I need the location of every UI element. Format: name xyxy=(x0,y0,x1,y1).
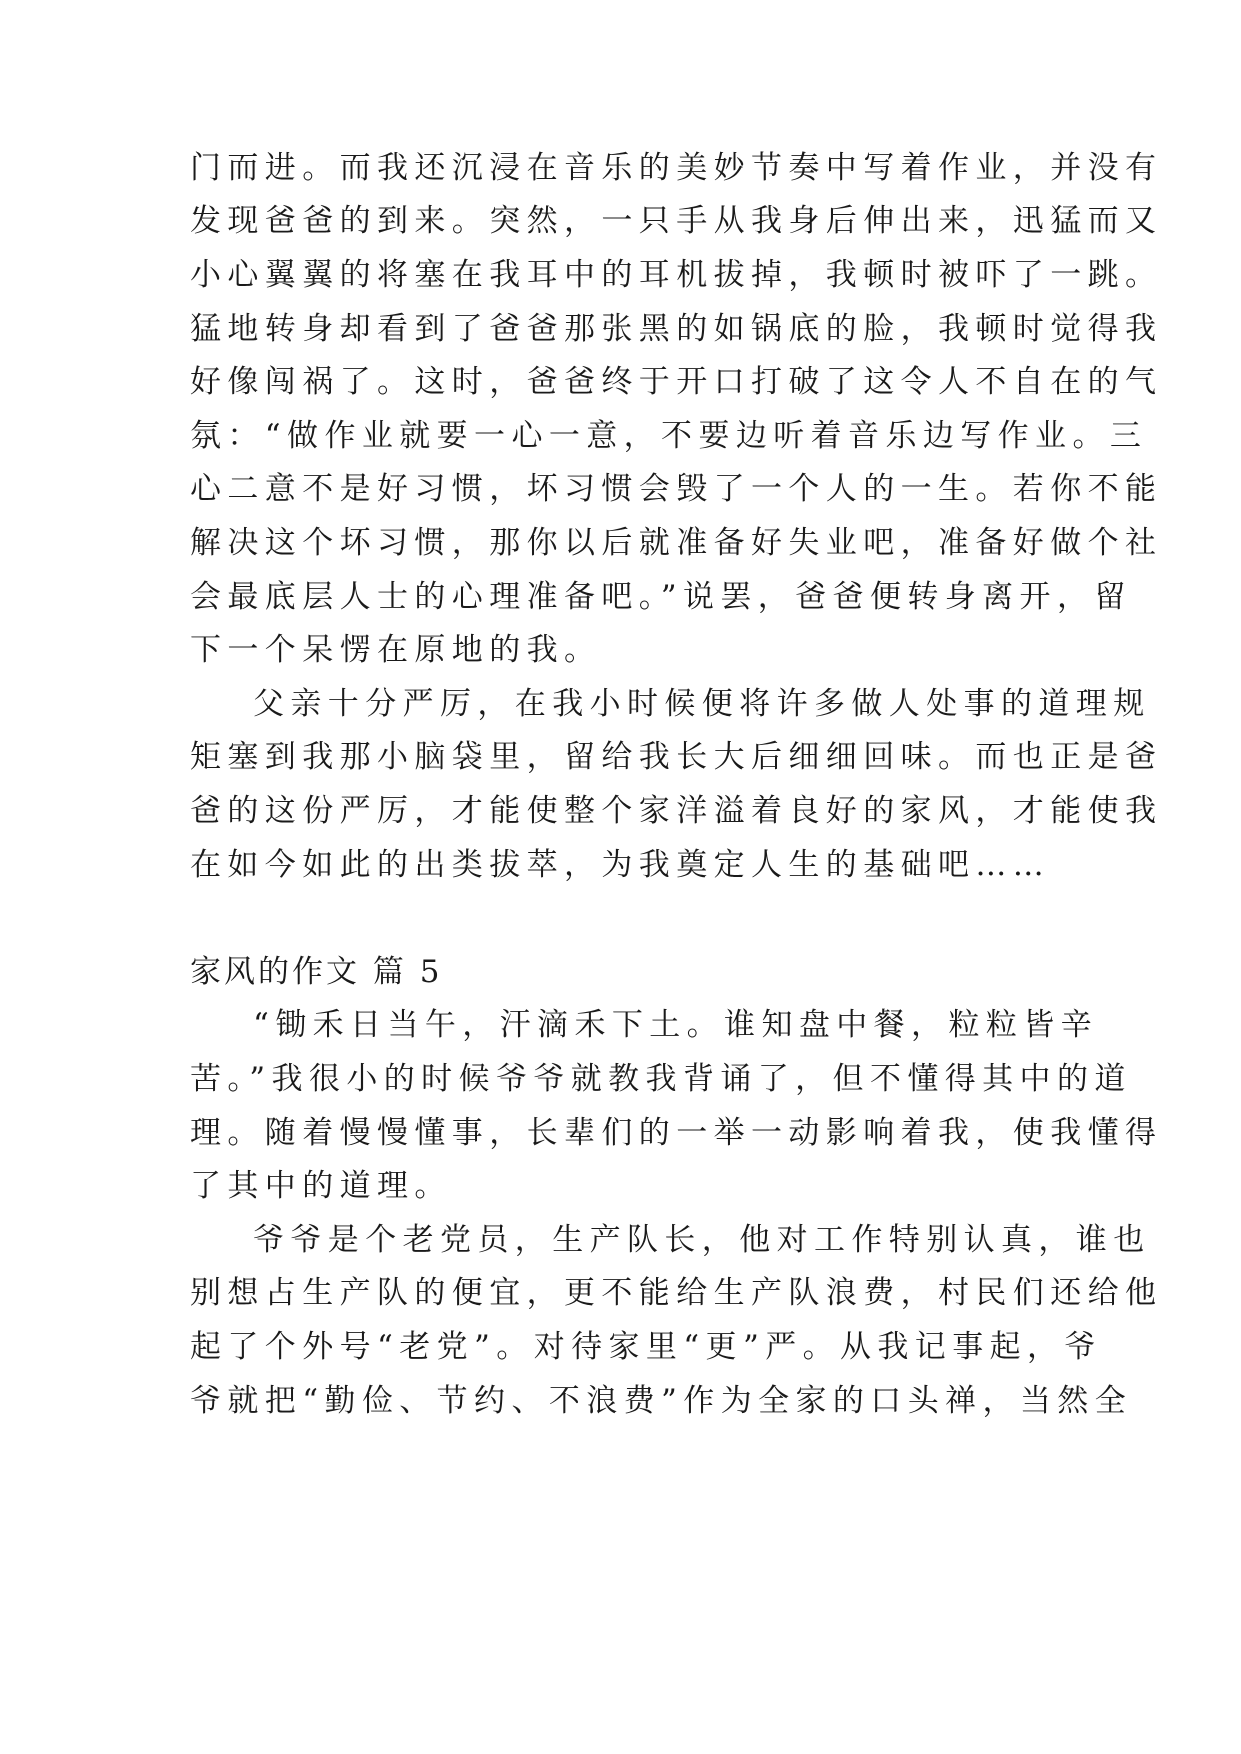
text-line: 猛地转身却看到了爸爸那张黑的如锅底的脸，我顿时觉得我 xyxy=(190,311,1163,347)
text-line: 爸的这份严厉，才能使整个家洋溢着良好的家风，才能使我 xyxy=(190,793,1163,829)
text-line: 理。随着慢慢懂事，长辈们的一举一动影响着我，使我懂得 xyxy=(190,1115,1163,1151)
text-line: 发现爸爸的到来。突然，一只手从我身后伸出来，迅猛而又 xyxy=(190,203,1163,239)
text-line: 好像闯祸了。这时，爸爸终于开口打破了这令人不自在的气 xyxy=(190,364,1163,400)
text-line: 下一个呆愣在原地的我。 xyxy=(190,632,602,668)
text-line: 小心翼翼的将塞在我耳中的耳机拔掉，我顿时被吓了一跳。 xyxy=(190,257,1163,293)
text-line: 起了个外号“老党”。对待家里“更”严。从我记事起，爷 xyxy=(190,1329,1102,1365)
text-line: 氛：“做作业就要一心一意，不要边听着音乐边写作业。三 xyxy=(190,418,1148,454)
section-heading: 家风的作文 篇 5 xyxy=(190,954,443,990)
text-line: 门而进。而我还沉浸在音乐的美妙节奏中写着作业，并没有 xyxy=(190,150,1163,186)
text-line: 在如今如此的出类拔萃，为我奠定人生的基础吧…… xyxy=(190,847,1051,883)
text-line: 爷就把“勤俭、节约、不浪费”作为全家的口头禅，当然全 xyxy=(190,1383,1133,1419)
paragraph-first-line: “锄禾日当午，汗滴禾下土。谁知盘中餐，粒粒皆辛 xyxy=(253,1007,1099,1043)
text-line: 矩塞到我那小脑袋里，留给我长大后细细回味。而也正是爸 xyxy=(190,739,1163,775)
text-line: 心二意不是好习惯，坏习惯会毁了一个人的一生。若你不能 xyxy=(190,471,1163,507)
paragraph-first-line: 父亲十分严厉，在我小时候便将许多做人处事的道理规 xyxy=(253,686,1151,722)
text-line: 解决这个坏习惯，那你以后就准备好失业吧，准备好做个社 xyxy=(190,525,1163,561)
paragraph-first-line: 爷爷是个老党员，生产队长，他对工作特别认真，谁也 xyxy=(253,1222,1151,1258)
text-line: 会最底层人士的心理准备吧。”说罢，爸爸便转身离开，留 xyxy=(190,579,1132,615)
text-line: 苦。”我很小的时候爷爷就教我背诵了，但不懂得其中的道 xyxy=(190,1061,1132,1097)
text-line: 别想占生产队的便宜，更不能给生产队浪费，村民们还给他 xyxy=(190,1275,1163,1311)
text-line: 了其中的道理。 xyxy=(190,1168,452,1204)
